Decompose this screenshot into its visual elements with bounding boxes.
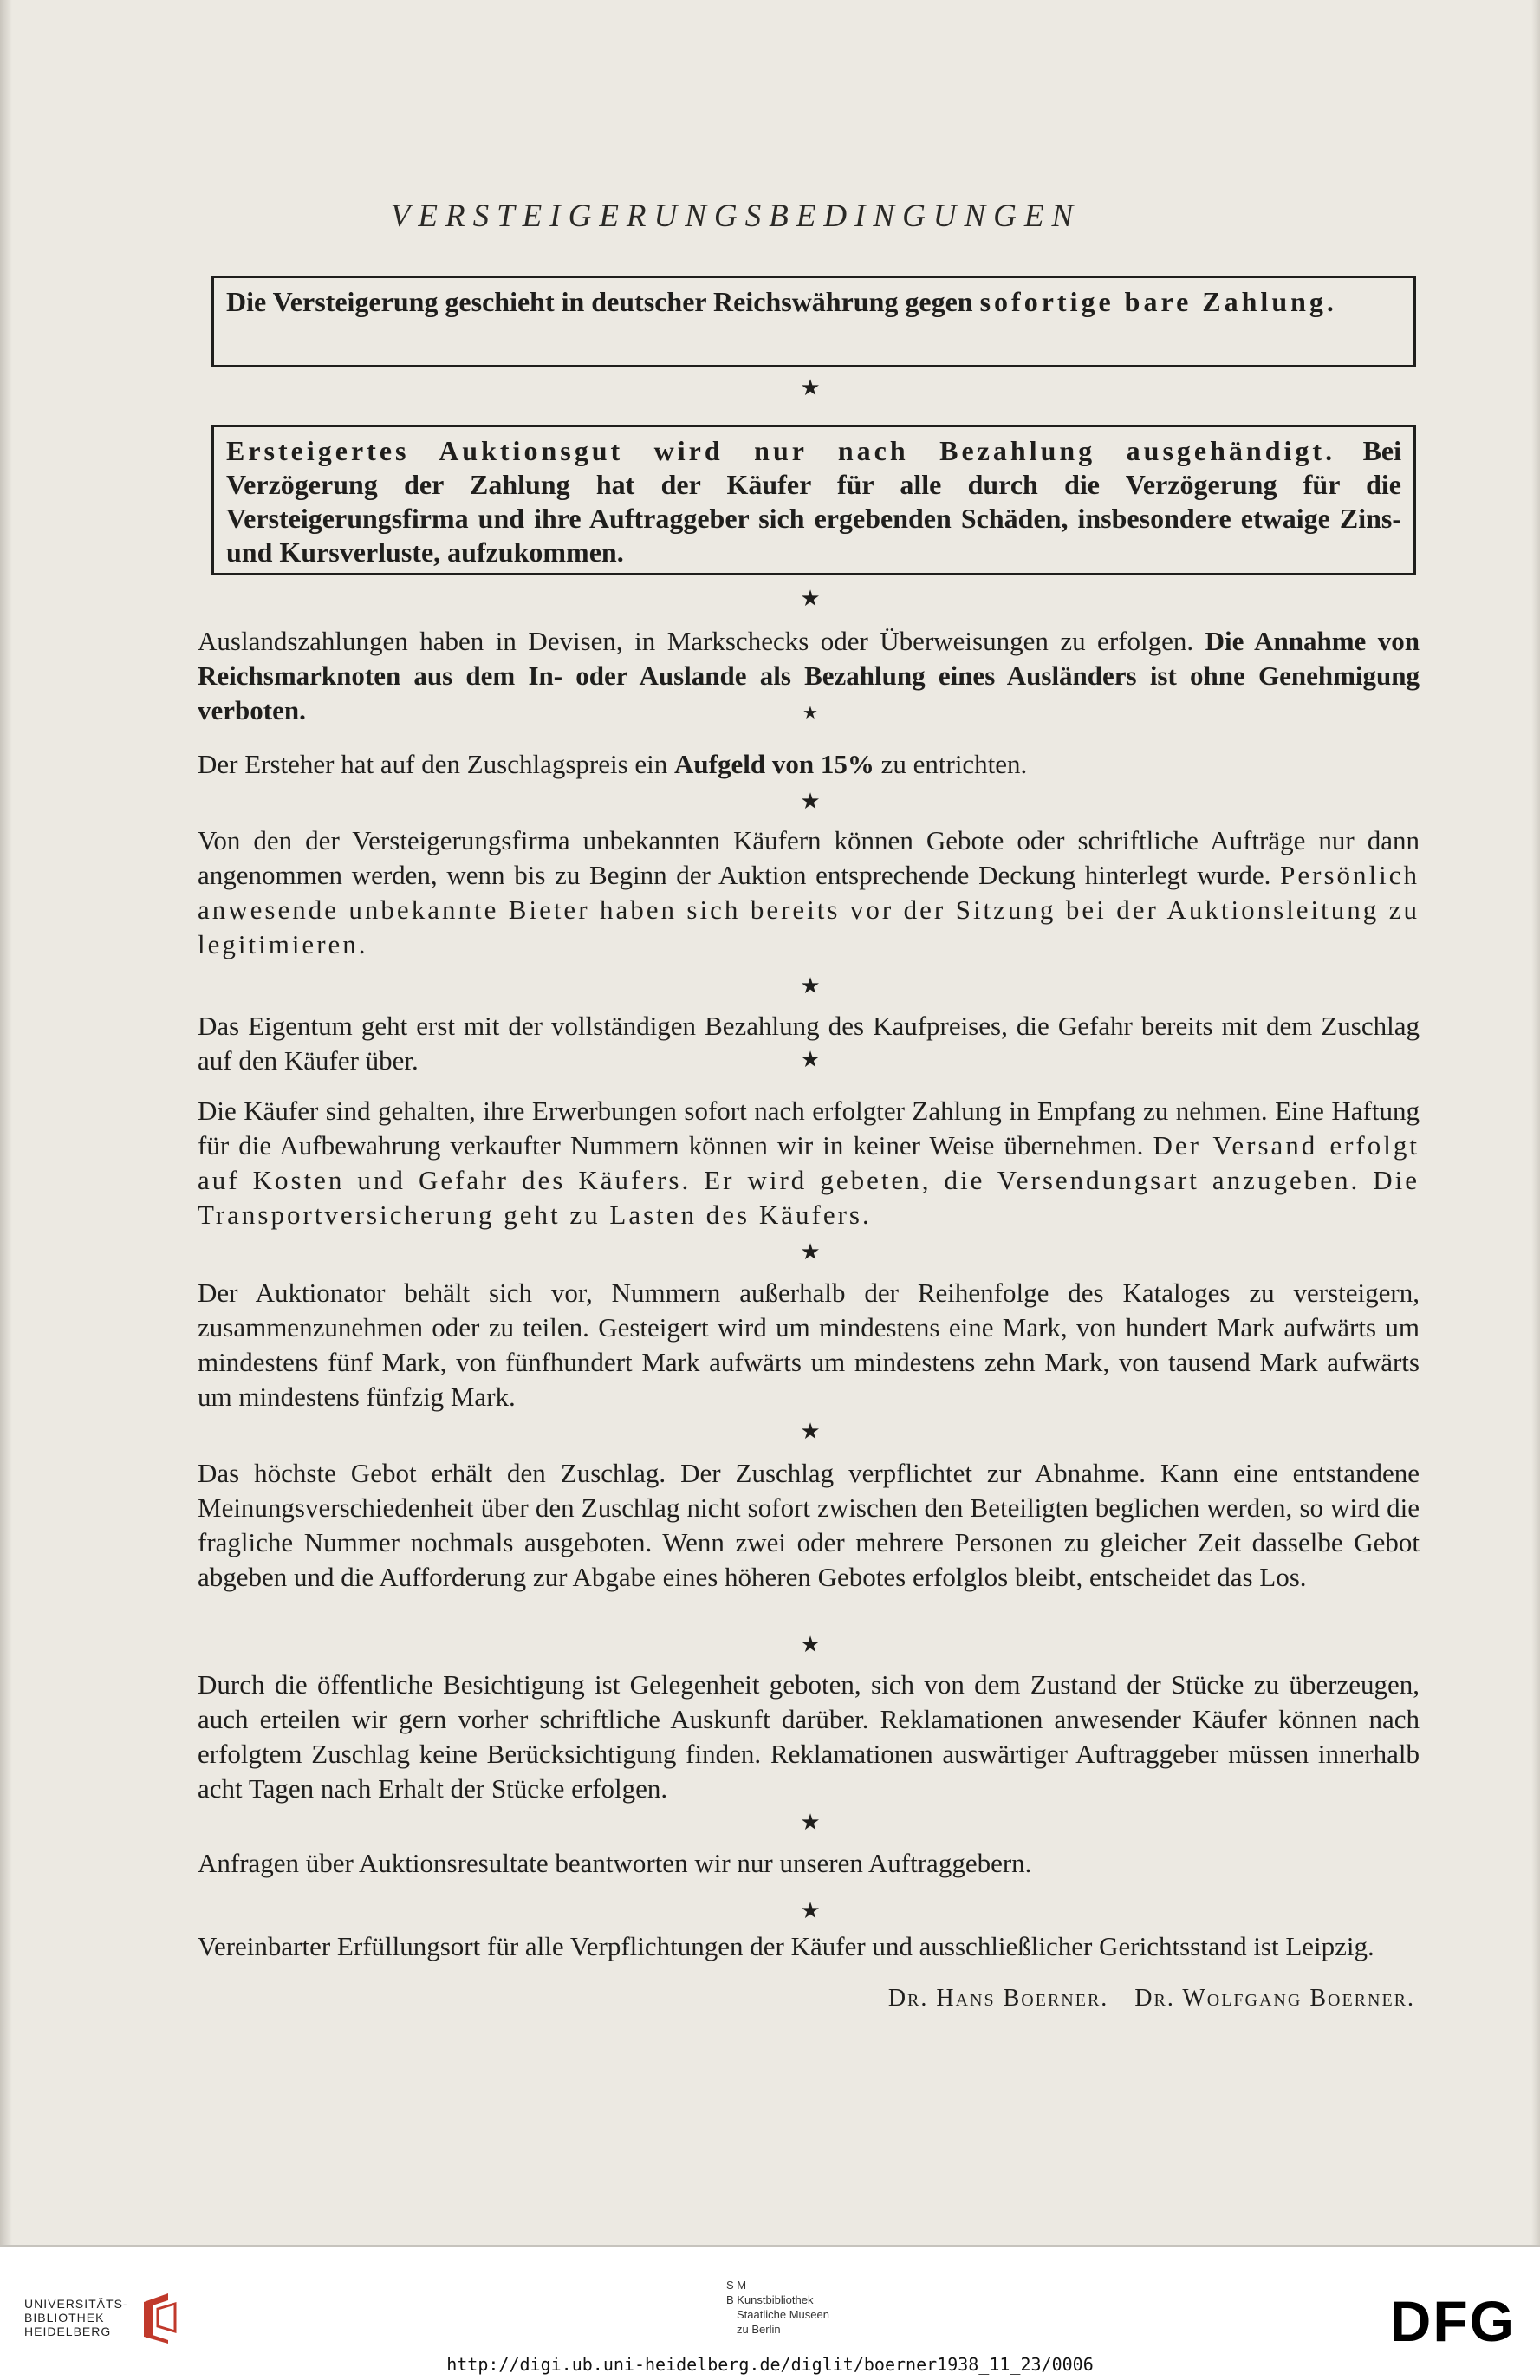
paragraph-unknown-buyers — [198, 823, 1420, 962]
paragraph-auctioneer: Der Auktionator behält sich vor, Nummern außerhalb der Reihenfolge des Kataloges zu versteigern, zusammenzunehmen oder zu teilen. Gesteigert wird um mindestens eine Mark, von hundert Mark aufwärts um mindestens fünf Mark, von fünfhundert Mark aufwärts um mindestens zehn Mark, von tausend Mark aufwärts um mindestens fünfzig Mark. — [198, 1278, 1420, 1412]
separator-star: ★ — [800, 1419, 821, 1444]
paragraph-text: zu entrichten. — [874, 749, 1028, 779]
payment-notice-text: Die Versteigerung geschieht in deutscher Reichswährung gegen — [226, 286, 980, 317]
paragraph-pickup — [198, 1094, 1420, 1232]
separator-star: ★ — [800, 973, 821, 998]
paragraph-inquiries: Anfragen über Auktionsresultate beantworten wir nur unseren Auftraggebern. — [198, 1848, 1032, 1878]
signature — [862, 1985, 1415, 2013]
page-edge-shadow — [0, 0, 12, 2245]
delivery-notice-box — [211, 425, 1416, 575]
separator-star: ★ — [800, 1810, 821, 1835]
premium-amount: Aufgeld von 15% — [674, 749, 874, 779]
page-title: VERSTEIGERUNGSBEDINGUNGEN — [390, 198, 1082, 234]
delivery-notice-emphasis: Ersteigertes Auktionsgut wird nur nach Bezahlung ausgehändigt. — [226, 435, 1336, 466]
paragraph-jurisdiction: Vereinbarter Erfüllungsort für alle Verpflichtungen der Käufer und ausschließlicher Gerichtsstand ist Leipzig. — [198, 1931, 1374, 1961]
paragraph-spaced-text: Der Versand erfolgt auf Kosten und Gefahr des Käufers. Er wird gebeten, die Versendungsart anzugeben. Die Transportversicherung geht zu Lasten des Käufers. — [198, 1130, 1420, 1230]
dfg-logo: DFG — [1389, 2289, 1516, 2353]
logo-text: HEIDELBERG — [24, 2325, 112, 2338]
stamp-text: B Kunstbibliothek — [726, 2293, 814, 2306]
logo-text: BIBLIOTHEK — [24, 2311, 105, 2325]
page-edge-shadow-right — [1531, 0, 1540, 2245]
payment-notice-emphasis: sofortige bare Zahlung. — [979, 286, 1337, 317]
paragraph-bold-text: Die Annahme von Reichsmarknoten aus dem In- oder Auslande als Bezahlung eines Ausländers ist ohne Genehmigung verboten. — [198, 626, 1420, 725]
paragraph-viewing: Durch die öffentliche Besichtigung ist Gelegenheit geboten, sich von dem Zustand der Stücke zu überzeugen, auch erteilen wir gern vorher schriftliche Auskunft darüber. Reklamationen anwesender Käufer können nach erfolgtem Zuschlag keine Berücksichtigung finden. Reklamationen auswärtiger Auftraggeber müssen innerhalb acht Tagen nach Erhalt der Stücke erfolgen. — [198, 1669, 1420, 1804]
paragraph-spaced-text: Persönlich anwesende unbekannte Bieter haben sich bereits vor der Sitzung bei der Auktionsleitung zu legitimieren. — [198, 860, 1420, 959]
payment-notice-box — [211, 276, 1416, 367]
signature-name: Dr. Hans Boerner. — [887, 1985, 1109, 2012]
paragraph-text: Auslandszahlungen haben in Devisen, in Markschecks oder Überweisungen zu erfolgen. — [198, 626, 1205, 656]
separator-star: ★ — [800, 1632, 821, 1657]
separator-star: ★ — [800, 1239, 821, 1265]
ub-heidelberg-logo — [24, 2297, 128, 2338]
paragraph-highest-bid: Das höchste Gebot erhält den Zuschlag. Der Zuschlag verpflichtet zur Abnahme. Kann eine entstandene Meinungsverschiedenheit über den Zuschlag nicht sofort zwischen den Beteiligten beglichen werden, so wird die fragliche Nummer nochmals ausgeboten. Wenn zwei oder mehrere Personen zu gleicher Zeit dasselbe Gebot abgeben und die Aufforderung zur Abgabe eines höheren Gebotes erfolglos bleibt, entscheidet das Los. — [198, 1458, 1420, 1592]
signature-name: Dr. Wolfgang Boerner. — [1134, 1985, 1415, 2012]
separator-star: ★ — [800, 586, 821, 611]
separator-star: ★ — [802, 704, 818, 723]
paragraph-ownership: Das Eigentum geht erst mit der vollständigen Bezahlung des Kaufpreises, die Gefahr bereits mit dem Zuschlag auf den Käufer über. — [198, 1011, 1420, 1076]
logo-text: UNIVERSITÄTS- — [24, 2297, 128, 2311]
stamp-text: Staatliche Museen — [737, 2308, 829, 2321]
stamp-text: S M — [726, 2279, 747, 2292]
paragraph-text: Von den der Versteigerungsfirma unbekannten Käufern können Gebote oder schriftliche Aufträge nur dann angenommen werden, wenn bis zu Beginn der Auktion entsprechende Deckung hinterlegt wurde. — [198, 825, 1420, 890]
separator-star: ★ — [800, 375, 821, 400]
paragraph-text: Der Ersteher hat auf den Zuschlagspreis ein — [198, 749, 675, 779]
paragraph-text: Die Käufer sind gehalten, ihre Erwerbungen sofort nach erfolgter Zahlung in Empfang zu nehmen. Eine Haftung für die Aufbewahrung verkaufter Nummern können wir in keiner Weise übernehmen. — [198, 1096, 1420, 1161]
permalink[interactable]: http://digi.ub.uni-heidelberg.de/diglit/boerner1938_11_23/0006 — [446, 2354, 1094, 2375]
delivery-notice-text: Bei Verzögerung der Zahlung hat der Käufer für alle durch die Verzögerung für die Versteigerungsfirma und ihre Auftraggeber sich ergebenden Schäden, insbesondere etwaige Zins- und Kursverluste, aufzukommen. — [226, 435, 1402, 568]
stamp-text: zu Berlin — [737, 2323, 781, 2336]
separator-star: ★ — [800, 1898, 821, 1923]
ub-logo-icon — [137, 2290, 185, 2345]
museum-stamp — [726, 2278, 829, 2337]
separator-star: ★ — [800, 1047, 821, 1072]
paragraph-premium — [198, 747, 1420, 782]
separator-star: ★ — [800, 789, 821, 814]
